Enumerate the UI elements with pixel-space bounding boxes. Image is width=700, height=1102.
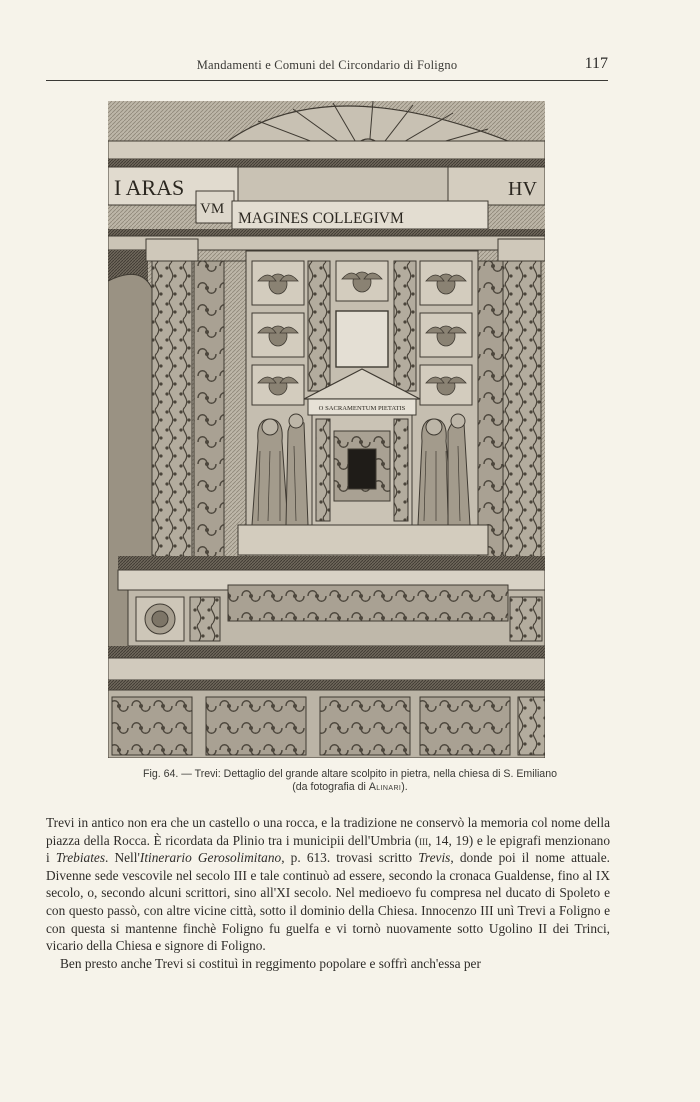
p1-text-b: , 14, 19) e le epigrafi menzionano i bbox=[46, 832, 610, 866]
caption-line-2 bbox=[46, 781, 654, 794]
caption-photo-credit: Alinari bbox=[368, 781, 402, 793]
running-head bbox=[46, 55, 608, 81]
p1-term-trebiates: Trebiates bbox=[55, 850, 106, 866]
inscription-frag-b: HV bbox=[508, 178, 537, 200]
body-text bbox=[46, 814, 610, 972]
paragraph-2: Ben presto anche Trevi si costituì in reggimento popolare e soffrì anch'essa per bbox=[60, 955, 481, 971]
running-title: Mandamenti e Comuni del Circondario di Foligno bbox=[196, 58, 458, 72]
p1-text-a: Trevi in antico non era che un castello o una rocca, e la tradizione ne conservò la memoria col nome della piazza della Rocca. È ricordata da Plinio tra i municipii dell'Umbria ( bbox=[46, 815, 610, 848]
inscription-frag-a: VM bbox=[200, 201, 225, 217]
p1-title-itinerario: Itinerario Gerosolimitano bbox=[139, 850, 282, 866]
p1-text-c: . Nell' bbox=[105, 850, 140, 866]
p1-book-ref: iii bbox=[419, 832, 429, 848]
caption-source-prefix: (da fotografia di bbox=[292, 781, 369, 793]
p1-text-e: , donde poi il nome attuale. Divenne sede vescovile nel secolo III e tale continuò ad essere, secondo la cronaca Gualdense, fino al IX secolo, o, secondo alcuni scrittori, sino all'XI secolo. Nel medioevo fu compresa nel ducato di Spoleto e con questo passò, con altre vicine città, sotto il dominio della Chiesa. Innocenzo III unì Trevi a Foligno e con questa si mantenne finchè Foligno fu guelfa e vi tornò nuovamente sotto Ugolino II dei Trinci, vicario della Chiesa e signore di Foligno. bbox=[46, 850, 611, 954]
p1-term-trevis: Trevis bbox=[418, 850, 451, 866]
tabernacle-plaque: O SACRAMENTUM PIETATIS bbox=[318, 405, 406, 412]
inscription-left: I ARAS bbox=[114, 175, 185, 200]
figure-caption bbox=[46, 768, 654, 794]
altar-engraving bbox=[108, 101, 545, 758]
caption-source-suffix: ). bbox=[401, 781, 408, 793]
paragraph-1 bbox=[46, 814, 610, 955]
inscription-main: MAGINES COLLEGIVM bbox=[238, 210, 404, 227]
caption-line-1: Fig. 64. — Trevi: Dettaglio del grande altare scolpito in pietra, nella chiesa di S. Emiliano bbox=[143, 768, 557, 780]
page-number: 117 bbox=[584, 55, 608, 72]
p1-text-d: , p. 613. trovasi scritto bbox=[281, 850, 419, 866]
altar-illustration bbox=[108, 101, 545, 758]
